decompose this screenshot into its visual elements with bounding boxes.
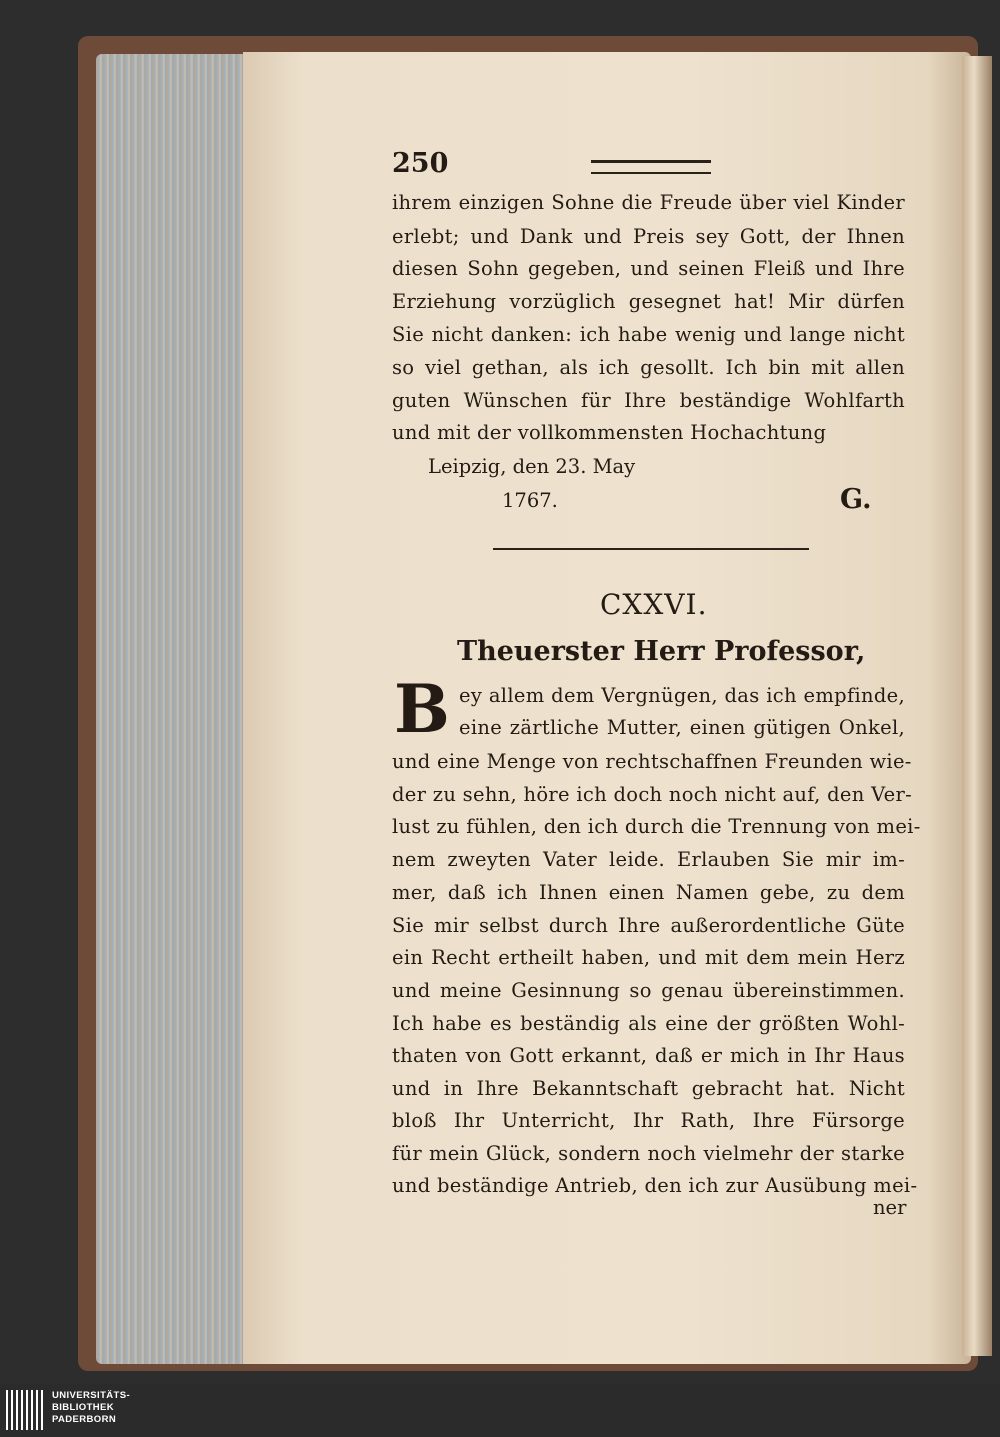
text-line: so viel gethan, als ich gesollt. Ich bin mit allen	[392, 356, 905, 379]
text-line: lust zu fühlen, den ich durch die Trennung von mei-	[392, 815, 921, 838]
text-line: und in Ihre Bekanntschaft gebracht hat. Nicht	[392, 1077, 905, 1100]
text-line: ein Recht ertheilt haben, und mit dem mein Herz	[392, 946, 905, 969]
drop-cap: B	[394, 670, 450, 748]
text-line: und meine Gesinnung so genau übereinstimmen.	[392, 979, 905, 1002]
text-line: ihrem einzigen Sohne die Freude über viel Kinder	[392, 191, 905, 214]
text-line: mer, daß ich Ihnen einen Namen gebe, zu dem	[392, 881, 905, 904]
signature-place-date: Leipzig, den 23. May	[428, 455, 636, 478]
text-line: eine zärtliche Mutter, einen gütigen Onkel,	[459, 716, 905, 739]
logo-text-line: UNIVERSITÄTS-	[52, 1390, 131, 1401]
text-line: ey allem dem Vergnügen, das ich empfinde,	[459, 684, 905, 707]
header-rule	[591, 160, 711, 174]
signature-year: 1767.	[502, 489, 558, 512]
text-line: und mit der vollkommensten Hochachtung	[392, 421, 827, 444]
salutation: Theuerster Herr Professor,	[457, 636, 866, 667]
text-line: Ich habe es beständig als eine der größten Wohl-	[392, 1012, 905, 1035]
text-line: für mein Glück, sondern noch vielmehr der starke	[392, 1142, 905, 1165]
text-line: erlebt; und Dank und Preis sey Gott, der Ihnen	[392, 225, 905, 248]
text-line: nem zweyten Vater leide. Erlauben Sie mir im-	[392, 848, 905, 871]
text-line: bloß Ihr Unterricht, Ihr Rath, Ihre Fürsorge	[392, 1109, 905, 1132]
text-line: guten Wünschen für Ihre beständige Wohlfarth	[392, 389, 905, 412]
text-line: diesen Sohn gegeben, und seinen Fleiß und Ihre	[392, 257, 905, 280]
logo-text-line: PADERBORN	[52, 1414, 117, 1425]
section-divider	[493, 548, 809, 550]
book-page	[243, 52, 971, 1364]
catchword: ner	[873, 1196, 907, 1219]
text-line: und eine Menge von rechtschaffnen Freunden wie-	[392, 750, 912, 773]
marbled-page-edges	[96, 54, 258, 1364]
text-line: und beständige Antrieb, den ich zur Ausübung mei-	[392, 1174, 918, 1197]
text-line: thaten von Gott erkannt, daß er mich in Ihr Haus	[392, 1044, 905, 1067]
text-line: Sie nicht danken: ich habe wenig und lange nicht	[392, 323, 905, 346]
text-line: der zu sehn, höre ich doch noch nicht auf, den Ver-	[392, 783, 913, 806]
text-line: Erziehung vorzüglich gesegnet hat! Mir dürfen	[392, 290, 905, 313]
library-logo-icon	[6, 1390, 46, 1430]
footer-bar	[0, 1384, 1000, 1437]
signature-initial: G.	[840, 484, 872, 515]
text-line: Sie mir selbst durch Ihre außerordentliche Güte	[392, 914, 905, 937]
letter-number: CXXVI.	[600, 588, 708, 621]
facing-page-edge	[962, 56, 992, 1356]
logo-text-line: BIBLIOTHEK	[52, 1402, 115, 1413]
page-number: 250	[392, 148, 449, 179]
